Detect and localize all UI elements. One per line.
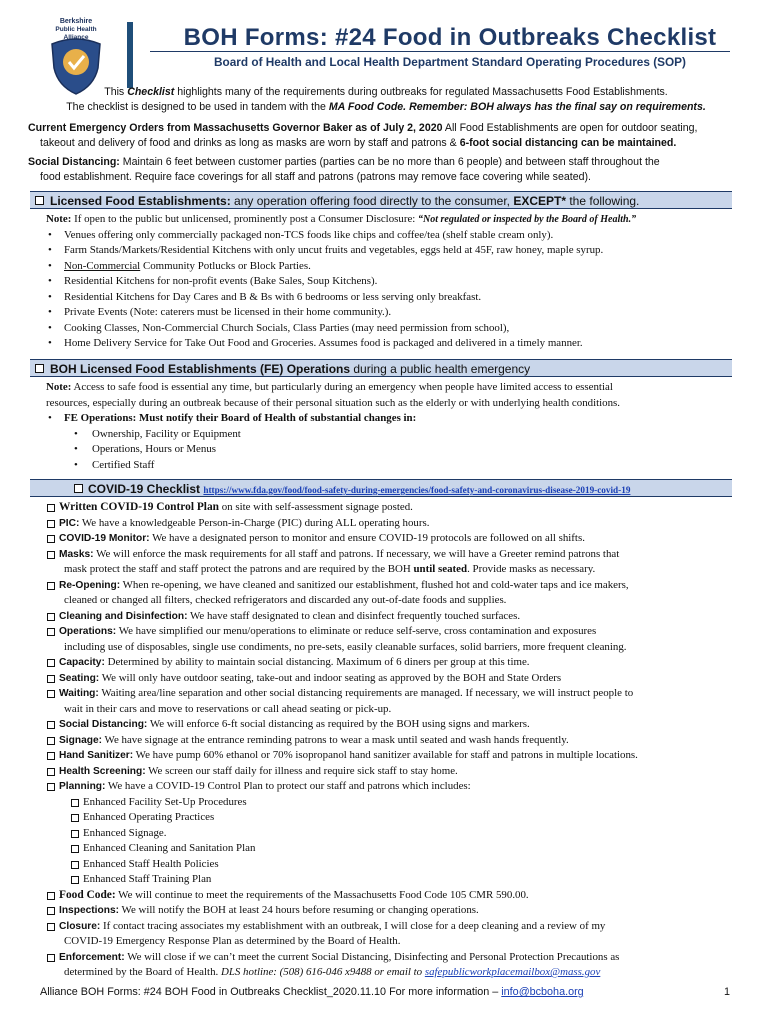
checkbox-icon[interactable] bbox=[47, 737, 55, 745]
alliance-logo bbox=[44, 16, 108, 96]
section-licensed-fe-header: Licensed Food Establishments: any operation offering food directly to the consumer, EXCEPT* the following. bbox=[30, 191, 732, 209]
checkbox-icon[interactable] bbox=[47, 923, 55, 931]
checkbox-icon[interactable] bbox=[74, 484, 83, 493]
checkbox-icon[interactable] bbox=[47, 504, 55, 512]
checklist-item: PIC: We have a knowledgeable Person-in-Charge (PIC) during ALL operating hours. bbox=[47, 516, 737, 532]
checklist-item-continued: wait in their cars and move to reservations or call ahead seating or pick-up. bbox=[64, 702, 392, 715]
list-item: • Residential Kitchens for Day Cares and B & Bs with 6 bedrooms or less serving only breakfast. bbox=[46, 290, 736, 306]
checklist-item: Enforcement: We will close if we can’t meet the current Social Distancing, Disinfecting and Personal Protection Precautions as bbox=[47, 950, 737, 966]
page-subtitle: Board of Health and Local Health Department Standard Operating Procedures (SOP) bbox=[214, 55, 686, 69]
checklist-item: Health Screening: We screen our staff daily for illness and require sick staff to stay home. bbox=[47, 764, 737, 780]
checklist-item: Cleaning and Disinfection: We have staff designated to clean and disinfect frequently touched surfaces. bbox=[47, 609, 737, 625]
list-item: • Certified Staff bbox=[46, 458, 736, 474]
list-item: • Private Events (Note: caterers must be licensed in their home community.). bbox=[46, 305, 736, 321]
checkbox-icon[interactable] bbox=[47, 954, 55, 962]
checkbox-icon[interactable] bbox=[47, 892, 55, 900]
page-title: BOH Forms: #24 Food in Outbreaks Checklist bbox=[183, 24, 717, 51]
plan-item: Enhanced Staff Training Plan bbox=[47, 872, 737, 888]
checklist-item-continued: mask protect the staff and staff protect the patrons and are required by the BOH until seated. Provide masks as necessary. bbox=[64, 563, 596, 575]
plan-item: Enhanced Facility Set-Up Procedures bbox=[47, 795, 737, 811]
checklist-item: Food Code: We will continue to meet the requirements of the Massachusetts Food Code 105 CMR 590.00. bbox=[47, 888, 737, 904]
checkbox-icon[interactable] bbox=[71, 799, 79, 807]
title-rule bbox=[150, 51, 730, 52]
checklist-item-continued: cleaned or changed all filters, checked refrigerators and discarded any out-of-date foods and supplies. bbox=[64, 594, 507, 606]
header-divider bbox=[127, 22, 133, 88]
checkbox-icon[interactable] bbox=[47, 721, 55, 729]
covid-checklist-body bbox=[47, 500, 737, 981]
checkbox-icon[interactable] bbox=[47, 690, 55, 698]
list-item: • Venues offering only commercially packaged non-TCS foods like chips and coffee/tea (shelf stable cream only). bbox=[46, 228, 736, 244]
checkbox-icon[interactable] bbox=[47, 907, 55, 915]
checkbox-icon[interactable] bbox=[47, 520, 55, 528]
list-item: • Cooking Classes, Non-Commercial Church Socials, Class Parties (may need permission from school), bbox=[46, 321, 736, 337]
plan-item: Enhanced Cleaning and Sanitation Plan bbox=[47, 841, 737, 857]
logo-text-2: Public Health bbox=[55, 26, 97, 33]
section-fe-operations-body: Note: Access to safe food is essential any time, but particularly during an emergency when people have limited access to essential resources, especially during an outbreak because of their personal situation such as the elderly or with underlying health conditions. • FE Operations: Must notify their Board of Health of substantial changes in: • Ownership, Facility or Equipment • Operations, Hours or Menus • Certified Staff bbox=[46, 380, 736, 473]
list-item: • Residential Kitchens for non-profit events (Bake Sales, Soup Kitchens). bbox=[46, 274, 736, 290]
checklist-item: Closure: If contact tracing associates my establishment with an outbreak, I will close for a deep cleaning and a review of my bbox=[47, 919, 737, 935]
emergency-orders: Current Emergency Orders from Massachusetts Governor Baker as of July 2, 2020 All Food Establishments are open for outdoor seating, takeout and delivery of food and drinks as long as masks are worn by staff and patrons & 6-foot social distancing can be maintained. bbox=[28, 122, 698, 149]
checkbox-icon[interactable] bbox=[71, 845, 79, 853]
list-item: • Operations, Hours or Menus bbox=[46, 442, 736, 458]
checklist-item: Capacity: Determined by ability to maintain social distancing. Maximum of 6 diners per group at this time. bbox=[47, 655, 737, 671]
checkbox-icon[interactable] bbox=[47, 613, 55, 621]
checkbox-icon[interactable] bbox=[71, 861, 79, 869]
checkbox-icon[interactable] bbox=[47, 659, 55, 667]
checkbox-icon[interactable] bbox=[35, 196, 44, 205]
plan-item: Enhanced Staff Health Policies bbox=[47, 857, 737, 873]
checklist-item: Inspections: We will notify the BOH at least 24 hours before resuming or changing operations. bbox=[47, 903, 737, 919]
list-item: • Non-Commercial Community Potlucks or Block Parties. bbox=[46, 259, 736, 275]
social-distancing-intro: Social Distancing: Maintain 6 feet between customer parties (parties can be no more than 6 people) and between staff throughout the food establishment. Require face coverings for all staff and patrons (patrons may remove face covering while seated). bbox=[28, 156, 660, 183]
checkbox-icon[interactable] bbox=[47, 783, 55, 791]
list-item: • Ownership, Facility or Equipment bbox=[46, 427, 736, 443]
checklist-item: COVID-19 Monitor: We have a designated person to monitor and ensure COVID-19 protocols are followed on all shifts. bbox=[47, 531, 737, 547]
checkbox-icon[interactable] bbox=[47, 752, 55, 760]
list-item: • Home Delivery Service for Take Out Food and Groceries. Assumes food is packaged and delivered in a timely manner. bbox=[46, 336, 736, 352]
page-number: 1 bbox=[723, 986, 730, 998]
logo-text-1: Berkshire bbox=[59, 18, 93, 25]
intro-line-1: This Checklist highlights many of the requirements during outbreaks for regulated Massachusetts Food Establishments. bbox=[104, 86, 668, 98]
checklist-item: Written COVID-19 Control Plan on site with self-assessment signage posted. bbox=[47, 500, 737, 516]
list-item: • Farm Stands/Markets/Residential Kitchens with only uncut fruits and vegetables, eggs held at 45F, raw honey, maple syrup. bbox=[46, 243, 736, 259]
checklist-item: Hand Sanitizer: We have pump 60% ethanol or 70% isopropanol hand sanitizer available for staff and patrons in multiple locations. bbox=[47, 748, 737, 764]
checklist-item: Waiting: Waiting area/line separation and other social distancing requirements are managed. If necessary, we will instruct people to bbox=[47, 686, 737, 702]
checklist-item: Planning: We have a COVID-19 Control Plan to protect our staff and patrons which includes: bbox=[47, 779, 737, 795]
checklist-item-continued: COVID-19 Emergency Response Plan as determined by the Board of Health. bbox=[64, 935, 401, 947]
checklist-item: Signage: We have signage at the entrance reminding patrons to wear a mask until seated and wash hands frequently. bbox=[47, 733, 737, 749]
checkbox-icon[interactable] bbox=[47, 675, 55, 683]
checkbox-icon[interactable] bbox=[47, 628, 55, 636]
checklist-item: Seating: We will only have outdoor seating, take-out and indoor seating as approved by the BOH and State Orders bbox=[47, 671, 737, 687]
section-fe-operations-header: BOH Licensed Food Establishments (FE) Operations during a public health emergency bbox=[30, 359, 732, 377]
checkbox-icon[interactable] bbox=[47, 582, 55, 590]
checkbox-icon[interactable] bbox=[47, 551, 55, 559]
intro-line-2: The checklist is designed to be used in tandem with the MA Food Code. Remember: BOH always has the final say on requirements. bbox=[66, 101, 706, 113]
checklist-item: Social Distancing: We will enforce 6-ft social distancing as required by the BOH using signs and markers. bbox=[47, 717, 737, 733]
checkbox-icon[interactable] bbox=[71, 814, 79, 822]
checkbox-icon[interactable] bbox=[47, 768, 55, 776]
plan-item: Enhanced Signage. bbox=[47, 826, 737, 842]
footer-email-link[interactable]: info@bcboha.org bbox=[501, 986, 584, 998]
checklist-item: Operations: We have simplified our menu/operations to eliminate or reduce self-serve, cross contamination and exposures bbox=[47, 624, 737, 640]
section-licensed-fe-body: Note: If open to the public but unlicensed, prominently post a Consumer Disclosure: “Not regulated or inspected by the Board of Health.” • Venues offering only commercially packaged non-TCS foods like chips and coffee/tea (shelf stable cream only). • Farm Stands/Markets/Residential Kitchens with only uncut fruits and vegetables, eggs held at 45F, raw honey, maple syrup. • Non-Commercial Community Potlucks or Block Parties. • Residential Kitchens for non-profit events (Bake Sales, Soup Kitchens). • Residential Kitchens for Day Cares and B & Bs with 6 bedrooms or less serving only breakfast. • Private Events (Note: caterers must be licensed in their home community.). • Cooking Classes, Non-Commercial Church Socials, Class Parties (may need permission from school), • Home Delivery Service for Take Out Food and Groceries. Assumes food is packaged and delivered in a timely manner. bbox=[46, 212, 736, 352]
checkbox-icon[interactable] bbox=[47, 535, 55, 543]
section-covid-checklist-header: COVID-19 Checklist https://www.fda.gov/food/food-safety-during-emergencies/food-safety-and-coronavirus-disease-2019-covid-19 bbox=[30, 479, 732, 497]
checklist-item: Masks: We will enforce the mask requirements for all staff and patrons. If necessary, we will have a Greeter remind patrons that bbox=[47, 547, 737, 563]
logo-text-3: Alliance bbox=[63, 34, 89, 41]
email-link[interactable]: safepublicworkplacemailbox@mass.gov bbox=[424, 966, 601, 978]
checklist-item-continued: determined by the Board of Health. DLS hotline: (508) 616-046 x9488 or email to safepublicworkplacemailbox@mass.gov bbox=[64, 966, 601, 978]
fda-link[interactable]: https://www.fda.gov/food/food-safety-during-emergencies/food-safety-and-coronavirus-disease-2019-covid-19 bbox=[203, 485, 631, 495]
plan-item: Enhanced Operating Practices bbox=[47, 810, 737, 826]
footer: Alliance BOH Forms: #24 BOH Food in Outbreaks Checklist_2020.11.10 For more information – info@bcboha.org 1 bbox=[40, 986, 730, 998]
checkbox-icon[interactable] bbox=[35, 364, 44, 373]
checkbox-icon[interactable] bbox=[71, 876, 79, 884]
checkbox-icon[interactable] bbox=[71, 830, 79, 838]
checklist-item: Re-Opening: When re-opening, we have cleaned and sanitized our establishment, flushed hot and cold-water taps and ice makers, bbox=[47, 578, 737, 594]
checklist-item-continued: including use of disposables, single use condiments, no pre-sets, easily cleanable surfaces, solid barriers, more frequent cleaning. bbox=[64, 640, 627, 653]
